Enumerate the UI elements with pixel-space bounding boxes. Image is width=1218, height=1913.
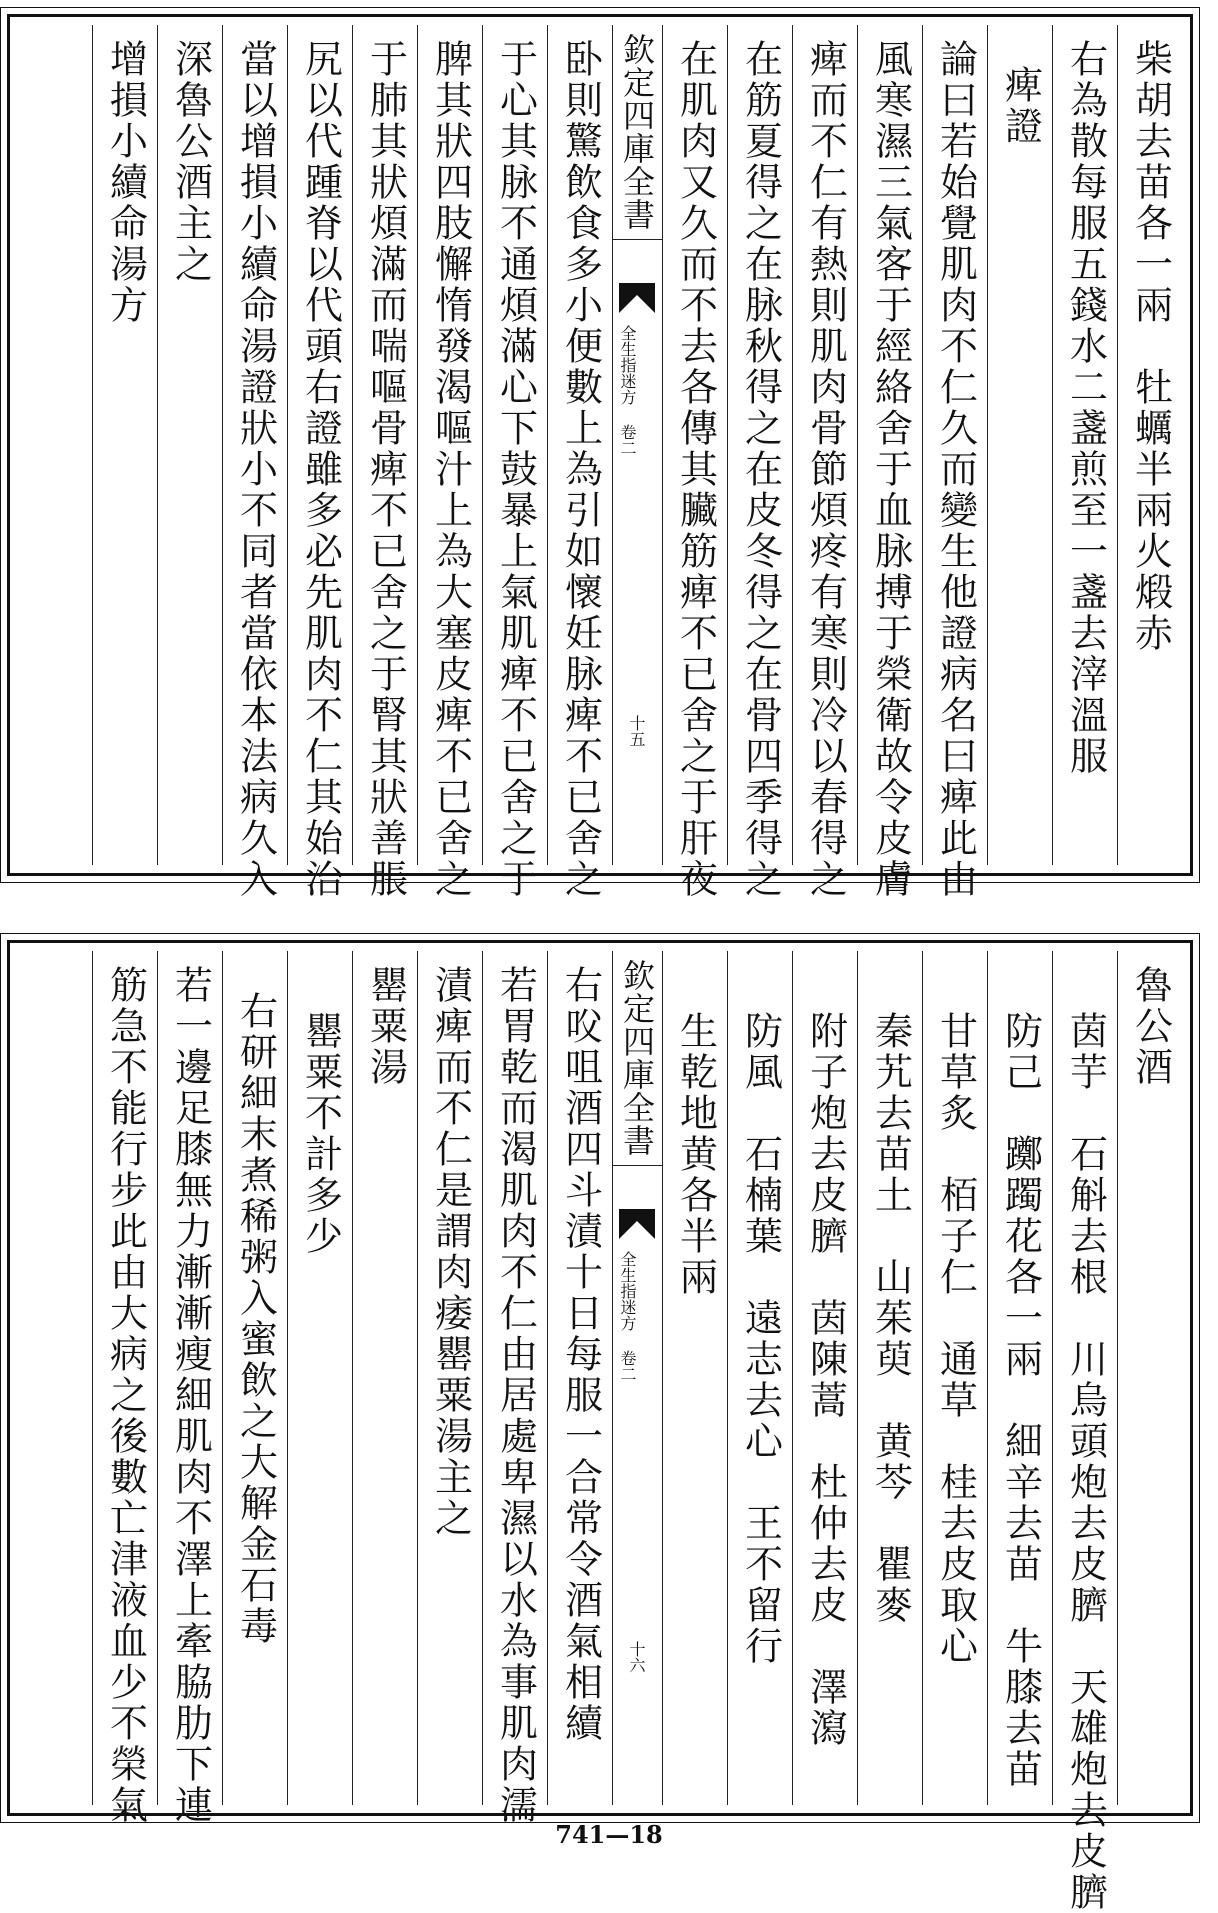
text-column xyxy=(547,25,612,900)
text-column xyxy=(92,951,157,1826)
gutter-subtitle: 全生指迷方 卷二 xyxy=(618,325,637,456)
column-text: 當以增損小續命湯證狀小不同者當依本法病久入 xyxy=(233,39,278,900)
text-column xyxy=(1117,25,1182,865)
column-text: 于心其脉不通煩滿心下鼓暴上氣肌痺不已舍之于 xyxy=(493,39,538,900)
text-column xyxy=(482,951,547,1826)
column-text: 右研細末煮稀粥入蜜飲之大解金石毒 xyxy=(233,991,278,1647)
gutter-title: 欽定四庫全書 xyxy=(613,959,662,1166)
column-text: 右為散每服五錢水二盞煎至一盞去滓溫服 xyxy=(1063,39,1108,777)
text-column xyxy=(417,951,482,1805)
column-text: 卧則驚飲食多小便數上為引如懷妊脉痺不已舍之 xyxy=(558,39,603,900)
section-heading: 痺證 xyxy=(998,65,1043,147)
column-text: 防己 躑躅花各一兩 細辛去苗 牛膝去苗 xyxy=(998,1011,1043,1790)
column-text: 在筋夏得之在脉秋得之在皮冬得之在骨四季得之 xyxy=(738,39,783,900)
text-column xyxy=(222,951,287,1805)
text-column xyxy=(482,25,547,900)
column-text: 痺而不仁有熱則肌肉骨節煩疼有寒則冷以春得之 xyxy=(803,39,848,900)
page-gutter xyxy=(612,951,662,1805)
column-text: 筋急不能行步此由大病之後數亡津液血少不榮氣 xyxy=(103,965,148,1826)
column-text: 罌粟不計多少 xyxy=(298,1011,343,1257)
column-text: 論曰若始覺肌肉不仁久而變生他證病名曰痺此由 xyxy=(933,39,978,900)
text-column xyxy=(287,25,352,900)
text-column xyxy=(157,951,222,1826)
ingredient-column xyxy=(662,951,727,1805)
ingredient-column xyxy=(1052,951,1117,1913)
text-column xyxy=(727,25,792,900)
top-page-columns xyxy=(18,25,1182,900)
top-page-panel xyxy=(7,14,1193,900)
gutter-page-number: 十五 xyxy=(627,715,646,747)
ingredient-column xyxy=(792,951,857,1805)
column-text: 脾其狀四肢懈惰發渴嘔汁上為大塞皮痺不已舍之 xyxy=(428,39,473,900)
column-text: 防風 石楠葉 遠志去心 王不留行 xyxy=(738,1011,783,1667)
gutter-subtitle: 全生指迷方 卷二 xyxy=(618,1251,637,1382)
column-text: 秦艽去苗土 山茱萸 黄芩 瞿麥 xyxy=(868,1011,913,1626)
column-text: 增損小續命湯方 xyxy=(103,39,148,326)
text-column xyxy=(922,25,987,900)
text-column xyxy=(662,25,727,900)
column-text: 右㕮咀酒四斗漬十日每服一合常令酒氣相續 xyxy=(558,965,603,1744)
text-column xyxy=(92,25,157,865)
column-text: 風寒濕三氣客于經絡舍于血脉搏于榮衛故令皮膚 xyxy=(868,39,913,900)
section-heading-column xyxy=(1117,951,1182,1805)
column-text: 柴胡去苗各一兩 牡蠣半兩火煅赤 xyxy=(1128,39,1173,654)
text-column xyxy=(792,25,857,900)
ingredient-column xyxy=(987,951,1052,1805)
ingredient-column xyxy=(922,951,987,1805)
ingredient-column xyxy=(727,951,792,1805)
ingredient-column xyxy=(857,951,922,1805)
column-text: 若胃乾而渴肌肉不仁由居處卑濕以水為事肌肉濡 xyxy=(493,965,538,1826)
text-column xyxy=(547,951,612,1805)
text-column xyxy=(352,25,417,900)
text-column xyxy=(157,25,222,865)
section-heading: 罌粟湯 xyxy=(363,965,408,1088)
column-text: 深魯公酒主之 xyxy=(168,39,213,285)
ingredient-column xyxy=(287,951,352,1805)
section-heading: 魯公酒 xyxy=(1128,965,1173,1088)
page-gutter xyxy=(612,25,662,865)
column-text: 尻以代踵脊以代頭右證雖多必先肌肉不仁其始治 xyxy=(298,39,343,900)
column-text: 若一邊足膝無力漸漸瘦細肌肉不澤上牽脇肋下連 xyxy=(168,965,213,1826)
text-column xyxy=(1052,25,1117,865)
fishtail-mark-icon xyxy=(619,283,655,313)
fishtail-mark-icon xyxy=(619,1209,655,1239)
section-heading-column xyxy=(352,951,417,1805)
column-text: 附子炮去皮臍 茵陳蒿 杜仲去皮 澤瀉 xyxy=(803,1011,848,1749)
column-text: 于肺其狀煩滿而喘嘔骨痺不已舍之于腎其狀善脹 xyxy=(363,39,408,900)
column-text: 甘草炙 栢子仁 通草 桂去皮取心 xyxy=(933,1011,978,1667)
column-text: 漬痺而不仁是謂肉痿罌粟湯主之 xyxy=(428,965,473,1539)
section-heading-column xyxy=(987,25,1052,865)
column-text: 生乾地黄各半兩 xyxy=(673,1011,718,1298)
text-column xyxy=(417,25,482,900)
gutter-title: 欽定四庫全書 xyxy=(613,33,662,240)
gutter-page-number: 十六 xyxy=(627,1641,646,1673)
text-column xyxy=(222,25,287,900)
column-text: 在肌肉又久而不去各傳其臟筋痺不已舍之于肝夜 xyxy=(673,39,718,900)
footer-page-number: 741—18 xyxy=(555,1820,663,1849)
column-text: 茵芋 石斛去根 川烏頭炮去皮臍 天雄炮去皮臍 xyxy=(1063,1011,1108,1913)
text-column xyxy=(857,25,922,900)
